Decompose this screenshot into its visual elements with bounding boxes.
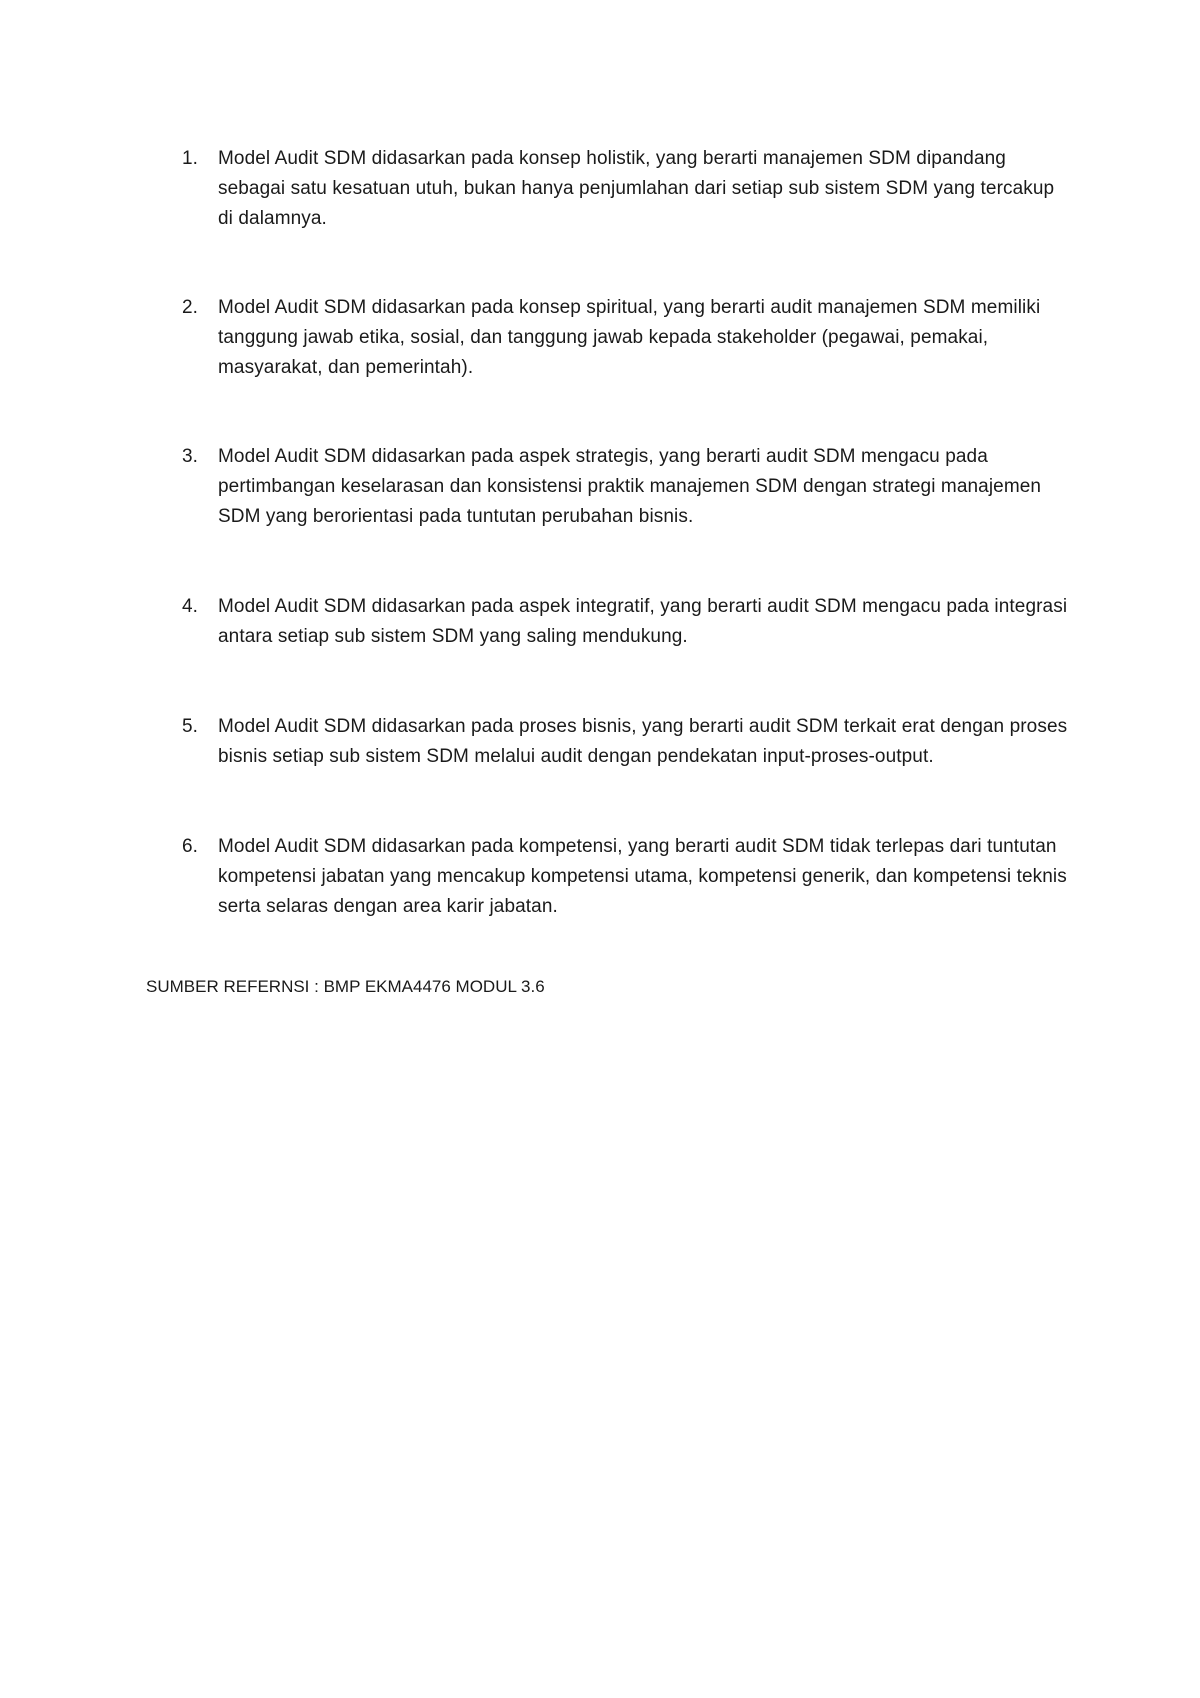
list-item-text: Model Audit SDM didasarkan pada konsep holistik, yang berarti manajemen SDM dipandang sebagai satu kesatuan utuh, bukan hanya penjumlahan dari setiap sub sistem SDM yang tercakup di dalamnya. [218, 148, 1055, 229]
list-item-number: 3. [182, 446, 198, 467]
list-item-number: 4. [182, 596, 198, 617]
list-item-text: Model Audit SDM didasarkan pada kompetensi, yang berarti audit SDM tidak terlepas dari tuntutan kompetensi jabatan yang mencakup kompetensi utama, kompetensi generik, dan kompetensi teknis serta selaras dengan area karir jabatan. [218, 836, 1067, 917]
list-item-text: Model Audit SDM didasarkan pada aspek strategis, yang berarti audit SDM mengacu pada pertimbangan keselarasan dan konsistensi praktik manajemen SDM dengan strategi manajemen SDM yang berorientasi pada tuntutan perubahan bisnis. [218, 446, 1042, 527]
list-item-text: Model Audit SDM didasarkan pada aspek integratif, yang berarti audit SDM mengacu pada integrasi antara setiap sub sistem SDM yang saling mendukung. [218, 596, 1068, 647]
list-item-number: 5. [182, 716, 198, 737]
list-item-number: 1. [182, 148, 198, 169]
list-item-number: 6. [182, 836, 198, 857]
list-item-number: 2. [182, 297, 198, 318]
source-reference: SUMBER REFERNSI : BMP EKMA4476 MODUL 3.6 [146, 977, 545, 996]
list-item-text: Model Audit SDM didasarkan pada konsep spiritual, yang berarti audit manajemen SDM memiliki tanggung jawab etika, sosial, dan tanggung jawab kepada stakeholder (pegawai, pemakai, masyarakat, dan pemerintah). [218, 297, 1041, 378]
list-item-text: Model Audit SDM didasarkan pada proses bisnis, yang berarti audit SDM terkait erat dengan proses bisnis setiap sub sistem SDM melalui audit dengan pendekatan input-proses-output. [218, 716, 1068, 767]
